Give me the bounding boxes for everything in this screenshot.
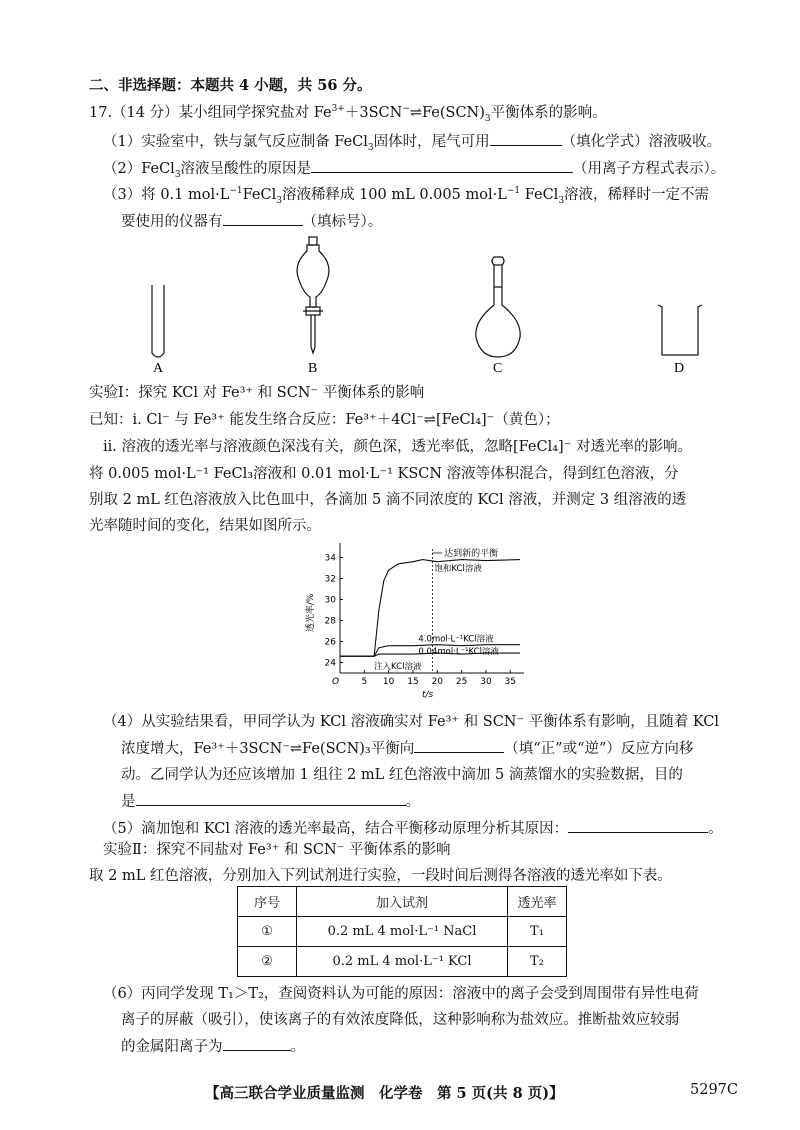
table-cell: T₁ (508, 917, 567, 947)
test-tube-icon (152, 285, 164, 357)
series-label-2: 4.0mol·L⁻¹KCl溶液 (418, 634, 494, 645)
y-tick-label: 26 (324, 637, 336, 648)
series-label-1: 饱和KCl溶液 (434, 564, 482, 574)
q17-part5: （5）滴加饱和 KCl 溶液的透光率最高，结合平衡移动原理分析其原因： 。 (103, 818, 723, 839)
section-heading: 二、非选择题：本题共 4 小题，共 56 分。 (89, 77, 372, 94)
experiment-1-desc-2: 别取 2 mL 红色溶液放入比色皿中，各滴加 5 滴不同浓度的 KCl 溶液，并测定 3 组溶液的透 (89, 492, 687, 508)
answer-blank-6[interactable] (568, 818, 708, 833)
apparatus-figure (120, 235, 720, 380)
answer-blank-7[interactable] (223, 1036, 291, 1051)
x-tick-label: 30 (480, 677, 492, 687)
y-tick-label: 32 (324, 574, 336, 585)
answer-blank-2[interactable] (311, 158, 573, 173)
x-tick-label: 35 (504, 677, 516, 687)
experiment-1-heading: 实验Ⅰ：探究 KCl 对 Fe³⁺ 和 SCN⁻ 平衡体系的影响 (89, 385, 425, 401)
q17-part2: （2）FeCl$_3$溶液呈酸性的原因是 （用离子方程式表示）。 (103, 158, 725, 179)
separatory-funnel-icon (297, 237, 329, 353)
annotation-inject-kcl: 注入KCl溶液 (374, 662, 422, 672)
experiment-2-desc: 取 2 mL 红色溶液，分别加入下列试剂进行实验，一段时间后测得各溶液的透光率如下表。 (89, 868, 672, 884)
q17-part4-line2: 浓度增大，Fe³⁺＋3SCN⁻⇌Fe(SCN)₃平衡向 （填“正”或“逆”）反应方向移 (121, 738, 693, 759)
x-tick-label: 15 (407, 677, 419, 687)
table-header: 序号 (238, 887, 297, 917)
known-2: ⅱ. 溶液的透光率与溶液颜色深浅有关，颜色深，透光率低，忽略[FeCl₄]⁻ 对透光率的影响。 (103, 439, 692, 455)
footer-code: 5297C (690, 1082, 738, 1098)
apparatus-label-b: B (308, 361, 318, 376)
q17-part1: （1）实验室中，铁与氯气反应制备 FeCl$_3$固体时，尾气可用 （填化学式）溶液吸收。 (103, 131, 721, 152)
q17-part6-line3: 的金属阳离子为 。 (121, 1036, 305, 1057)
origin-label: O (332, 677, 340, 687)
answer-blank-5[interactable] (136, 791, 406, 806)
q17-intro: 17.（14 分）某小组同学探究盐对 $Fe^{3+}+3SCN^-\rightleftharpoons Fe(SCN)_3$平衡体系的影响。 (89, 104, 607, 124)
q17-part4-line1: （4）从实验结果看，甲同学认为 KCl 溶液确实对 Fe³⁺ 和 SCN⁻ 平衡体系有影响，且随着 KCl (103, 714, 720, 730)
volumetric-flask-icon (476, 257, 520, 357)
annotation-new-equilibrium: 达到新的平衡 (444, 549, 499, 559)
table-cell: 0.2 mL 4 mol·L⁻¹ NaCl (297, 917, 508, 947)
answer-blank-3[interactable] (223, 211, 303, 226)
q17-part4-line3: 动。乙同学认为还应该增加 1 组往 2 mL 红色溶液中滴加 5 滴蒸馏水的实验数据，目的 (121, 767, 683, 783)
apparatus-label-c: C (493, 361, 503, 376)
table-cell: 0.2 mL 4 mol·L⁻¹ KCl (297, 947, 508, 977)
apparatus-label-d: D (674, 361, 685, 376)
q17-part4-line4: 是 。 (121, 791, 420, 812)
x-tick-label: 10 (382, 677, 395, 687)
table-header: 透光率 (508, 887, 567, 917)
beaker-icon (658, 305, 702, 355)
y-tick-label: 28 (324, 616, 336, 627)
y-tick-label: 24 (324, 658, 336, 669)
experiment-2-heading: 实验Ⅱ：探究不同盐对 Fe³⁺ 和 SCN⁻ 平衡体系的影响 (103, 842, 451, 858)
answer-blank-1[interactable] (490, 131, 562, 146)
transmittance-chart (300, 537, 530, 702)
answer-blank-4[interactable] (414, 738, 504, 753)
reagent-table (237, 886, 567, 977)
y-tick-label: 30 (324, 595, 336, 606)
footer-title: 【高三联合学业质量监测 化学卷 第 5 页(共 8 页)】 (205, 1085, 564, 1102)
table-cell: ② (238, 947, 297, 977)
q17-part3-line1: （3）将 0.1 $mol\cdot L^{-1}FeCl_3$溶液稀释成 100 mL 0.005 $mol\cdot L^{-1}$ FeCl$_3$溶液，稀释时一定不需 (103, 186, 710, 206)
table-row (238, 947, 567, 977)
q17-part3-line2: 要使用的仪器有 （填标号）。 (121, 211, 382, 232)
series-label-3: 0.04mol·L⁻¹KCl溶液 (418, 647, 499, 658)
table-row (238, 917, 567, 947)
x-tick-label: 5 (361, 677, 368, 687)
known-1: 已知：ⅰ. Cl⁻ 与 Fe³⁺ 能发生络合反应：Fe³⁺＋4Cl⁻⇌[FeCl₄]⁻（黄色）； (89, 412, 560, 428)
table-cell: T₂ (508, 947, 567, 977)
apparatus-label-a: A (153, 361, 164, 376)
x-tick-label: 20 (431, 677, 444, 687)
x-axis-label: t/s (422, 690, 434, 700)
x-tick-label: 25 (455, 677, 468, 687)
y-axis-label: 透光率/% (306, 593, 316, 632)
q17-part6-line1: （6）丙同学发现 T₁＞T₂，查阅资料认为可能的原因：溶液中的离子会受到周围带有异性电荷 (103, 986, 699, 1002)
experiment-1-desc-1: 将 0.005 mol·L⁻¹ FeCl₃溶液和 0.01 mol·L⁻¹ KSCN 溶液等体积混合，得到红色溶液，分 (89, 466, 679, 482)
experiment-1-desc-3: 光率随时间的变化，结果如图所示。 (89, 518, 321, 534)
table-header-row (238, 887, 567, 917)
table-header: 加入试剂 (297, 887, 508, 917)
table-cell: ① (238, 917, 297, 947)
q17-part6-line2: 离子的屏蔽（吸引），使该离子的有效浓度降低，这种影响称为盐效应。推断盐效应较弱 (121, 1012, 680, 1028)
y-tick-label: 34 (324, 553, 336, 564)
